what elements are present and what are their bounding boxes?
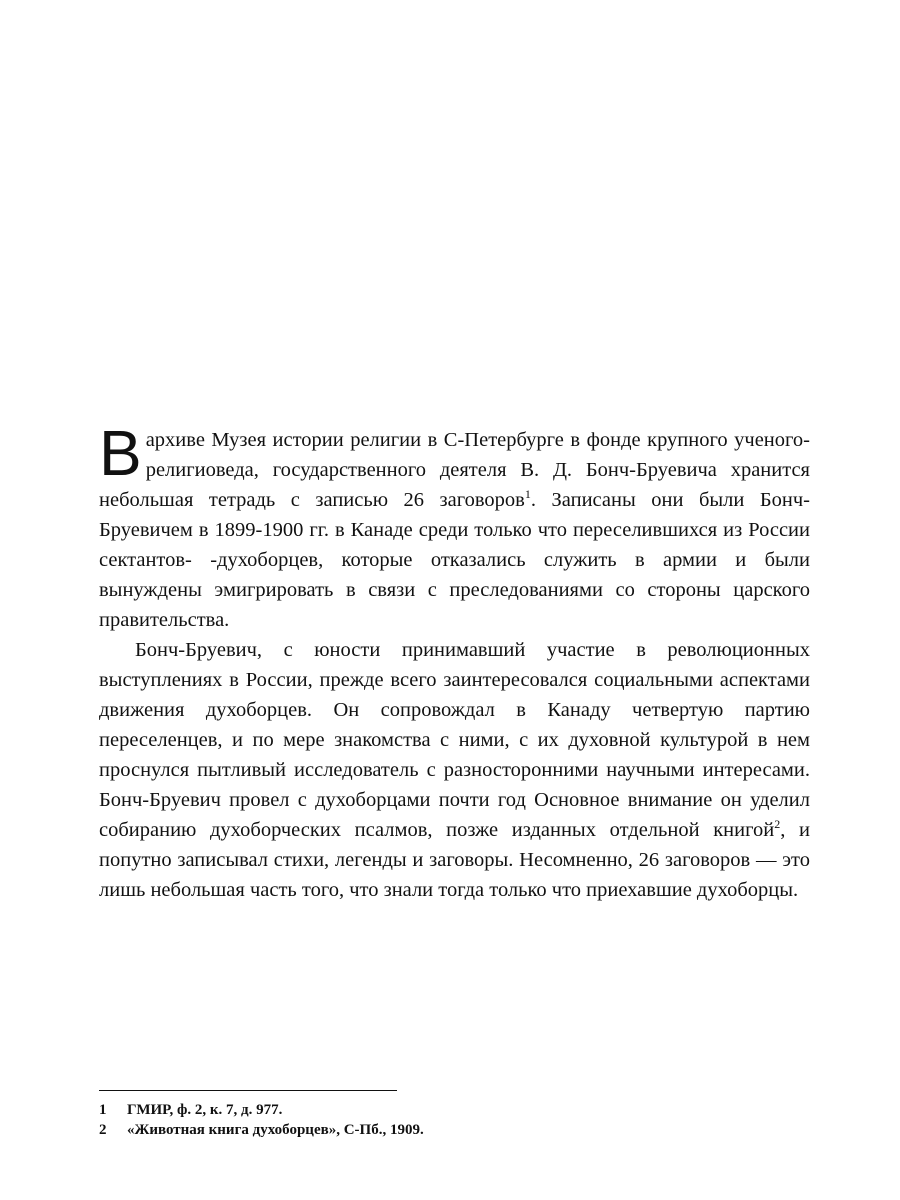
footnote-2-number: 2 — [99, 1122, 107, 1138]
footnote-1 — [99, 1100, 810, 1120]
footnote-1-text: ГМИР, ф. 2, к. 7, д. 977. — [127, 1102, 283, 1118]
footnote-2 — [99, 1120, 810, 1140]
drop-cap-letter: В — [99, 417, 142, 489]
body-text — [99, 417, 810, 905]
paragraph-1-text-end: . Записаны они были Бонч-Бруевичем в 1899-1900 гг. в Канаде среди только что переселившихся из России сектантов- -духоборцев, которые отказались служить в армии и были вынуждены эмигрировать в связи с преследованиями со стороны царского правительства. — [99, 489, 810, 631]
footnote-2-text: «Животная книга духоборцев», С-Пб., 1909. — [127, 1122, 424, 1138]
footnote-1-number: 1 — [99, 1102, 107, 1118]
footnote-separator — [99, 1090, 397, 1091]
paragraph-2-text-start: Бонч-Бруевич, с юности принимавший участие в революционных выступлениях в России, прежде всего заинтересовался социальными аспектами движения духоборцев. Он сопровождал в Канаду четвертую партию переселенцев, и по мере знакомства с ними, с их духовной культурой в нем проснулся пытливый исследователь с разносторонними научными интересами. Бонч-Бруевич провел с духоборцами почти год Основное внимание он уделил собиранию духоборческих псалмов, позже изданных отдельной книгой — [99, 639, 810, 841]
paragraph-2-text-end: , и попутно записывал стихи, легенды и заговоры. Несомненно, 26 заговоров — это лишь небольшая часть того, что знали тогда только что приехавшие духоборцы. — [99, 819, 810, 901]
paragraph-2 — [99, 635, 810, 905]
paragraph-1 — [99, 417, 810, 635]
footnote-ref-2: 2 — [774, 817, 781, 832]
footnote-ref-1: 1 — [524, 487, 531, 502]
paragraph-1-text-start: архиве Музея истории религии в С-Петербурге в фонде крупного ученого-религиоведа, государственного деятеля В. Д. Бонч-Бруевича хранится небольшая тетрадь с записью 26 заговоров — [99, 429, 810, 511]
footnotes — [99, 1100, 810, 1140]
